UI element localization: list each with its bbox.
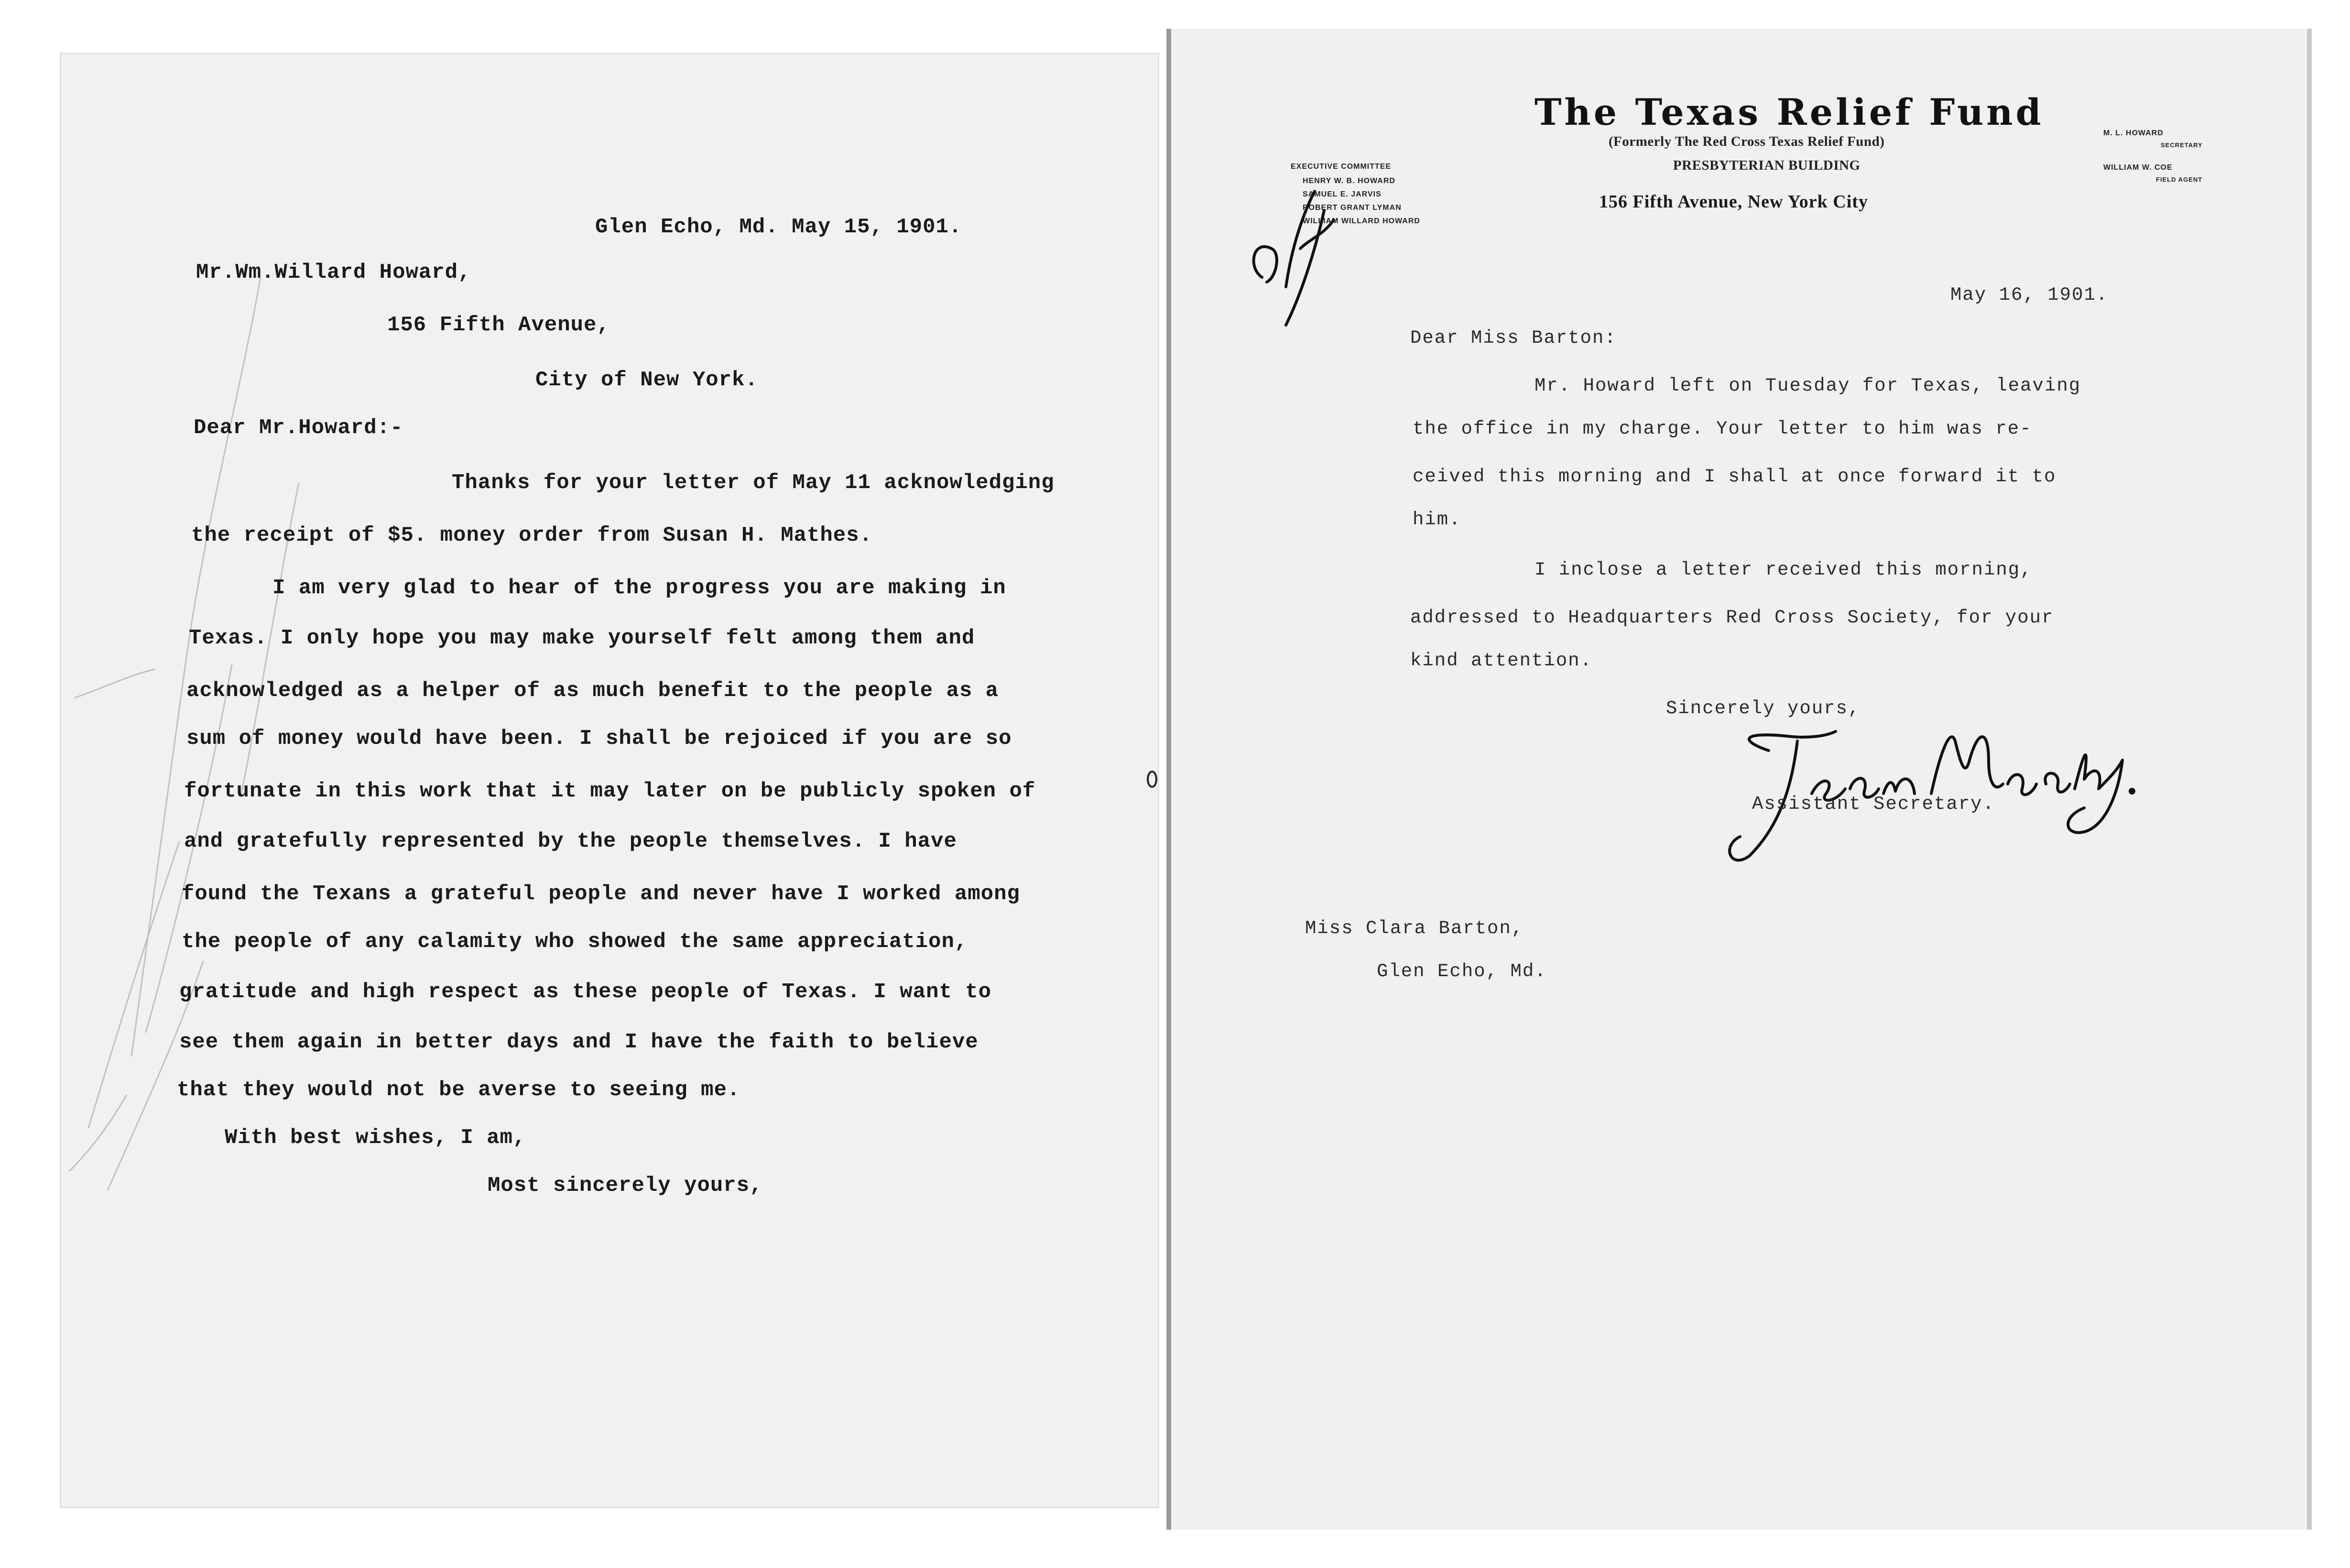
left-city: City of New York. (535, 368, 758, 392)
signer-title: Assistant Secretary. (1752, 794, 1995, 815)
left-body-line: With best wishes, I am, (225, 1126, 526, 1150)
officer-name: M. L. HOWARD (2103, 129, 2164, 137)
left-street: 156 Fifth Avenue, (387, 313, 610, 337)
letterhead-address: 156 Fifth Avenue, New York City (1599, 192, 1868, 212)
left-body-line: and gratefully represented by the people themselves. I have (184, 829, 957, 853)
recipient-name: Miss Clara Barton, (1305, 918, 1524, 939)
right-body-line: kind attention. (1410, 650, 1593, 671)
pen-mark (1243, 182, 1348, 335)
right-body-line: ceived this morning and I shall at once forward it to (1413, 466, 2056, 487)
left-body-line: Thanks for your letter of May 11 acknowledging (452, 471, 1055, 495)
left-body-line: Texas. I only hope you may make yourself felt among them and (189, 626, 975, 650)
left-letter-sheet (60, 53, 1159, 1508)
left-body-line: found the Texans a grateful people and never have I worked among (182, 882, 1020, 906)
right-body-line: the office in my charge. Your letter to him was re- (1413, 418, 2032, 439)
binding-mark (1145, 767, 1159, 791)
signature-jean-mackay (1711, 712, 2142, 865)
letterhead-formerly: (Formerly The Red Cross Texas Relief Fund) (1609, 134, 1885, 149)
left-body-line: that they would not be averse to seeing me. (177, 1078, 740, 1102)
left-dateline: Glen Echo, Md. May 15, 1901. (595, 215, 962, 239)
officer-name: WILLIAM W. COE (2103, 163, 2173, 172)
right-date: May 16, 1901. (1950, 284, 2109, 305)
right-salutation: Dear Miss Barton: (1410, 327, 1617, 348)
left-body-line: fortunate in this work that it may later on be publicly spoken of (184, 779, 1036, 803)
right-closing: Sincerely yours, (1666, 698, 1860, 719)
left-salutation: Dear Mr.Howard:- (194, 416, 403, 440)
committee-member: SAMUEL E. JARVIS (1303, 190, 1382, 198)
left-body-line: the people of any calamity who showed the same appreciation, (182, 930, 968, 954)
left-body-line: see them again in better days and I have the faith to believe (179, 1030, 979, 1054)
right-body-line: him. (1413, 509, 1461, 530)
right-body-line: addressed to Headquarters Red Cross Society, for your (1410, 607, 2054, 628)
right-letter-sheet (1166, 29, 2307, 1530)
left-closing: Most sincerely yours, (488, 1174, 763, 1198)
committee-member: HENRY W. B. HOWARD (1303, 177, 1396, 185)
left-body-line: I am very glad to hear of the progress you are making in (272, 576, 1006, 600)
officer-title: SECRETARY (2161, 142, 2203, 149)
committee-member: ROBERT GRANT LYMAN (1303, 204, 1402, 212)
committee-heading: EXECUTIVE COMMITTEE (1291, 163, 1392, 171)
committee-member: WILLIAM WILLARD HOWARD (1303, 217, 1420, 225)
right-body-line: I inclose a letter received this morning, (1534, 559, 2033, 580)
letterhead-building: PRESBYTERIAN BUILDING (1673, 158, 1860, 173)
right-body-line: Mr. Howard left on Tuesday for Texas, leaving (1534, 375, 2081, 396)
left-body-line: acknowledged as a helper of as much benefit to the people as a (186, 679, 999, 703)
left-body-line: gratitude and high respect as these people of Texas. I want to (179, 980, 992, 1004)
left-body-line: sum of money would have been. I shall be rejoiced if you are so (186, 727, 1012, 751)
letterhead-title: The Texas Relief Fund (1534, 91, 2044, 133)
recipient-city: Glen Echo, Md. (1377, 961, 1547, 982)
officer-title: FIELD AGENT (2156, 176, 2203, 183)
left-body-line: the receipt of $5. money order from Susan H. Mathes. (191, 523, 873, 547)
left-addressee: Mr.Wm.Willard Howard, (196, 261, 471, 284)
